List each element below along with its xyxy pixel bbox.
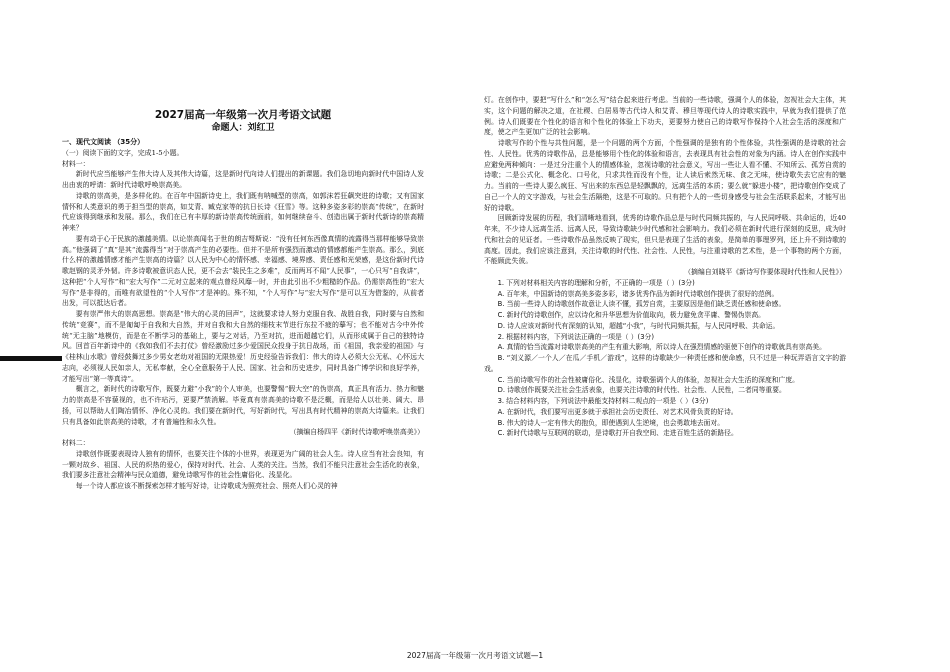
- exam-author: 命题人：刘红卫: [211, 123, 275, 133]
- question-list: [484, 278, 846, 439]
- question-option: D. 诗歌创作既要关注社会生活表象，也要关注诗歌的时代性、社会性、人民性，二者同等重要。: [497, 386, 786, 395]
- left-column: [62, 94, 424, 492]
- question-option: B. “刘义源／一个人／在瓜／手机／游戏”，这样的诗歌缺少一种责任感和使命感，只不过是一种玩弄语言文字的游戏。: [484, 354, 846, 373]
- paragraph: 新时代应当能够产生伟大诗人及其伟大诗篇，这是新时代向诗人们提出的新课题。我们急切地向新时代中国诗人发出由衷的呼请：新时代诗歌呼唤崇高美。: [62, 170, 424, 189]
- paragraph: 概言之，新时代的诗歌写作，既要力避“小我”的个人审美，也要警惕“假大空”的伪崇高，真正具有活力、热力和魅力的崇高是不容藐视的，也不许玷污，更要严禁消解。毕竟真有崇高美的诗歌不是泛概，而是给人以壮美、阔大、昂扬，可以帮助人们陶冶情怀、净化心灵的。我们要在新时代，写好新时代，写出具有时代精神的崇高大诗篇来。让我们只有具备如此崇高美的诗歌，才有普遍性和永久性。: [62, 385, 424, 426]
- material1-label: 材料一：: [62, 159, 90, 168]
- question-stem: 1. 下列对材料相关内容的理解和分析，不正确的一项是（ ）(3分): [497, 278, 695, 287]
- question-stem: 3. 结合材料内容，下列说法中最能支持材料二观点的一项是（ ）(3分): [497, 397, 709, 405]
- material1-source: （摘编自杨四平《新时代诗歌呼唤崇高美》）: [289, 428, 424, 437]
- material2-label: 材料二：: [62, 439, 90, 447]
- paragraph: 灯。在创作中，要把“写什么”和“怎么写”结合起来进行考虑。当前的一些诗歌，强调个人的体验，忽视社会大主体，其实，这个问题的解决之道，在社稷、白居易等古代诗人和艾青、穆旦等现代诗人的诗歌实践中，早就为我们提供了范例。诗人们既要在个性化的语言和个性化的体验上下功夫，更要努力使自己的诗歌写作保持个人社会生活的深度和广度，使之产生更加广泛的社会影响。: [484, 96, 846, 137]
- question-option: B. 伟大的诗人一定有伟大的抱负，即使遇到人生逆境，也会勇敢地去面对。: [497, 418, 725, 427]
- exam-title: 2027届高一年级第一次月考语文试题: [154, 109, 332, 121]
- margin-black-bar: [0, 356, 62, 361]
- material2-source: （摘编自刘晓平《新诗写作要体现时代性和人民性》）: [684, 268, 846, 276]
- question-stem: 2. 根据材料内容，下列说法正确的一项是（ ）(3分): [497, 332, 654, 341]
- material1-body: [62, 169, 424, 427]
- paragraph: 诗歌创作既要表现诗人独有的情怀，也要关注个体的小世界，表现更为广阔的社会人生。诗人应当有社会良知，有一颗对故乡、祖国、人民的炽热的爱心，保持对时代、社会、人类的关注。当然，我们不能只注意社会生活化的表象，我们要多注意社会精神与民众道德，避免诗歌写作的社会性庸俗化、浅显化。: [62, 449, 424, 480]
- material2-continued: [484, 95, 846, 267]
- paragraph: 要有崇严伟大的崇高思想。崇高是“伟大的心灵的回声”，这就要求诗人努力克服自我、战胜自我，同时要与自然和传统“竞赛”，而不是匍匐于自我和大自然，并对自我和大自然的细枝末节进行东拉不疲的摹写；也不能对古今中外传统“无主脑”地模仿，而是在不断学习的基础上，要与之对话，乃至对抗，进而超越它们，从而形成属于自己的独特诗风。回首百年新诗中的《我如我们不去打仗》曾经激励过多少爱国民众投身于抗日战场，而《祖国，我亲爱的祖国》与《桂林山水歌》曾经鼓舞过多少男女老幼对祖国的无限热爱！历史经验告诉我们：伟大的诗人必须大公无私、心怀远大志向，必须视人民如亲人，无私奉献，全心全意服务于人民、国家、社会和历史进步，同时具备广博学识和良好学养，才能写出“第一等真诗”。: [62, 310, 424, 383]
- part-instruction: （一）阅读下面的文字，完成1-5小题。: [62, 148, 184, 157]
- question-option: B. 当前一些诗人的诗歌创作故意让人读不懂，孤芳自赏，主要原因是他们缺乏责任感和使命感。: [497, 300, 786, 309]
- question-option: C. 当前诗歌写作的社会性被庸俗化、浅显化，诗歌强调个人的体验，忽视社会大生活的深度和广度。: [497, 375, 799, 384]
- paragraph: 回顾新诗发展的历程，我们清晰地看到，优秀的诗歌作品总是与时代同频共振的，与人民同呼吸、共命运的，近40年来，不少诗人远离生活、远离人民，导致诗歌缺少时代感和社会影响力。我们必须在新时代进行深刻的反思，成为时代和社会的见证者。一些诗歌作品虽然反映了现实，但只是表现了生活的表象，是简单的事理罗列，还上升不到诗歌的高度。因此，我们应该注意到，关注诗歌的时代性、社会性、人民性，与注重诗歌的艺术性，是一个事物的两个方面，不能顾此失彼。: [484, 214, 846, 266]
- material2-body: [62, 449, 424, 492]
- section-heading: 一、现代文阅读 （35分）: [62, 138, 145, 146]
- paragraph: 诗歌的崇高美，是多样化的。在百年中国新诗史上，我们既有呐喊型的崇高，如郭沫若狂飙突进的诗歌；又有国家情怀和人类意识的勇于担当型的崇高，如艾青、臧克家等的抗日长诗《狂雪》等。这种多姿多彩的崇高“传统”，在新时代应该得到继承和发展。那么，我们在已有丰厚的新诗崇高传统面前，如何继续奋斗、创造出属于新时代新诗的崇高精神来？: [62, 191, 424, 232]
- question-option: A. 真情的恰当流露对诗歌崇高美的产生有重大影响，所以诗人在强烈情感的驱使下创作的诗歌就具有崇高美。: [497, 343, 826, 352]
- page-footer: 2027届高一年级第一次月考语文试题—1: [406, 651, 544, 660]
- paragraph: 要有动于心于民族的激越美情。以论崇高闻名于世的朗吉弩斯说：“没有任何东西像真情的流露得当那样能够导致崇高。”他强调了“真”是其“流露得当”对于崇高产生的必要性。但并不是所有强烈而激动的情感都能产生崇高。那么，到底什么样的激越情感才能产生崇高的诗篇？以人民为中心的情怀感、幸福感、境界感、责任感和光荣感，是这份新时代诗歌赵钢的灵矛外韧。许多诗歌被意识态人民，更不会去“装民生之多难”，反而两耳不闻“人民事”，一心只写“自我讲”，这种把“个人写作”和“宏大写作”二元对立起来的观点曾经风靡一时，并由此引出不少粗糙的作品。仍需崇高性的“宏大写作”是非得的，而唯有欲望性的“个人写作”才是神的。殊不知，“个人写作”与“宏大写作”是可以互为借鉴的，从前者出发，可以抵达后者。: [62, 234, 424, 308]
- question-option: A. 百年来，中国新诗的崇高美多姿多彩，诸多优秀作品为新时代诗歌创作提供了很好的范例。: [497, 289, 779, 298]
- question-option: C. 新时代诗歌与互联网的联动，是诗歌打开自我空间、走进百姓生活的新路径。: [497, 429, 738, 438]
- question-option: A. 在新时代，我们要写出更多就于承担社会历史责任、对艺术风骨负责的好诗。: [497, 407, 738, 416]
- paragraph: 诗歌写作的个性与共性问题，是一个问题的两个方面，个性强调的是独有的个性体验，共性强调的是诗歌的社会性、人民性。优秀的诗歌作品，总是能够用个性化的体验和语言，去表现具有社会性的对象为内涵。诗人在创作实践中应避免两种倾向：一是过分注重个人的情感体验，忽视诗歌的社会意义，写出一些让人看不懂、不知所云、孤芳自赏的诗歌；二是公式化、概念化、口号化，只求共性而没有个性，让人读后索然无味、食之无味，使诗歌失去它应有的魅力。当前的一些诗人要么疯狂、写出来的东西总是轻飘飘的，远离生活的本质；要么就“躲进小楼”，把诗歌创作变成了自己一个人的文字游戏，与社会生活隔绝，这是不可取的。只有把个人的一些切身感受与社会生活联系起来，才能写出好的诗歌。: [484, 139, 846, 212]
- right-column: [484, 95, 846, 439]
- paragraph: 每一个诗人都应该不断探索怎样才能写好诗，让诗歌成为照亮社会、照亮人们心灵的神: [75, 482, 338, 490]
- question-option: C. 新时代的诗歌创作，应以诗化和升华思想为价值取向，极力避免贪平庸、警惕伪崇高。: [497, 311, 765, 319]
- question-option: D. 诗人应该对新时代有深刻的认知，超越“小我”，与时代同频共振，与人民同呼吸、共命运。: [497, 321, 780, 330]
